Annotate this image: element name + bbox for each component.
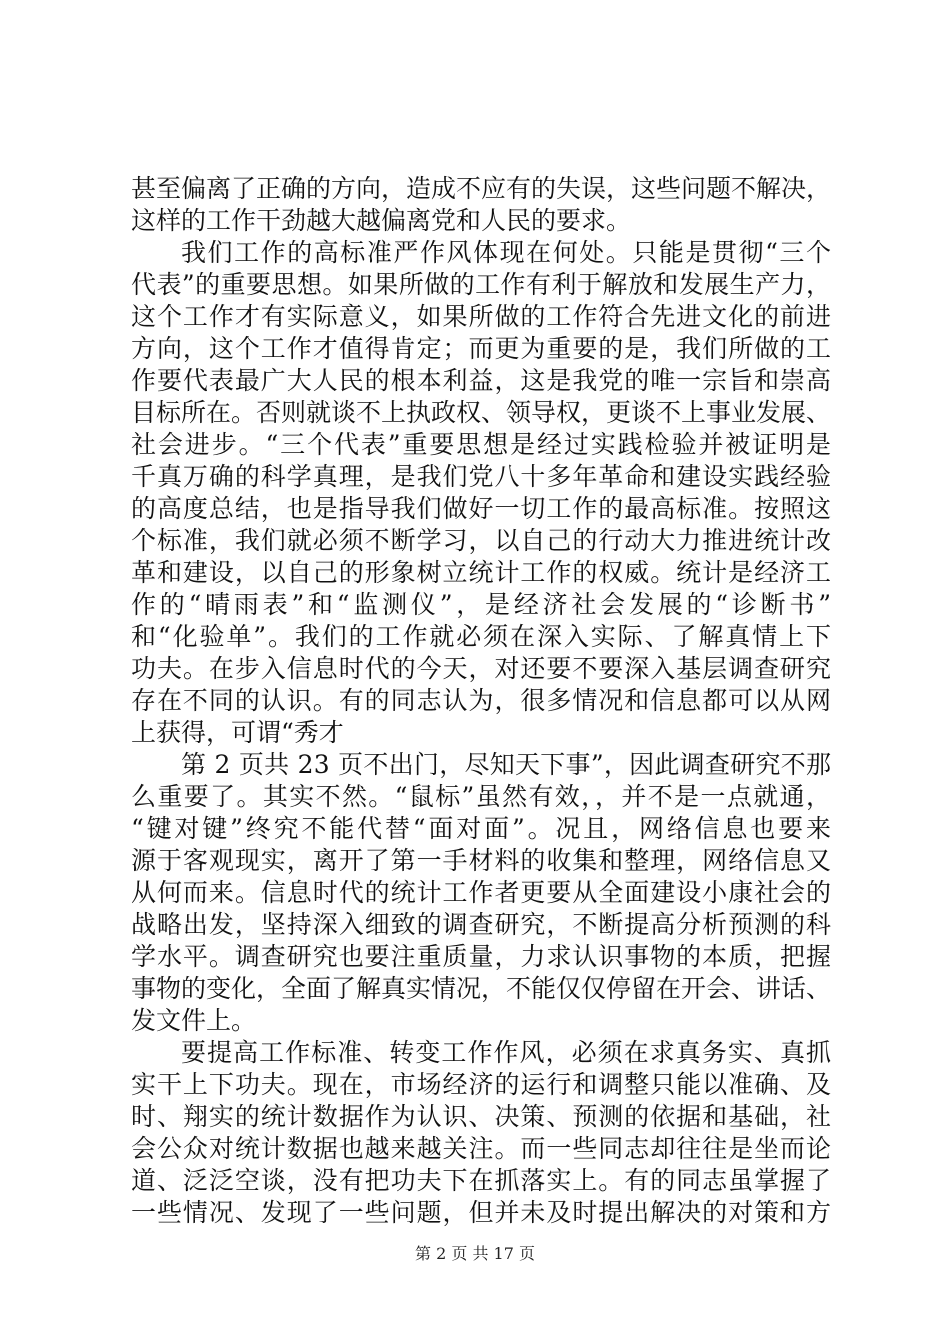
text-line: 作的“晴雨表”和“监测仪”，是经济社会发展的“诊断书” bbox=[131, 590, 835, 619]
page-footer: 第 2 页 共 17 页 bbox=[415, 1244, 535, 1263]
text-line: 发文件上。 bbox=[131, 1006, 257, 1035]
text-line: 甚至偏离了正确的方向，造成不应有的失误，这些问题不解决， bbox=[131, 174, 831, 203]
text-line: 功夫。在步入信息时代的今天，对还要不要深入基层调查研究 bbox=[131, 654, 832, 683]
text-line: 这样的工作干劲越大越偏离党和人民的要求。 bbox=[131, 206, 632, 235]
text-line: 时、翔实的统计数据作为认识、决策、预测的依据和基础，社 bbox=[131, 1102, 832, 1131]
text-line: 个标准，我们就必须不断学习，以自己的行动大力推进统计改 bbox=[131, 526, 832, 555]
text-line: 革和建设，以自己的形象树立统计工作的权威。统计是经济工 bbox=[131, 558, 832, 587]
text-line: 作要代表最广大人民的根本利益，这是我党的唯一宗旨和崇高 bbox=[131, 366, 832, 395]
text-line: 实干上下功夫。现在，市场经济的运行和调整只能以准确、及 bbox=[131, 1070, 832, 1099]
text-line: 方向，这个工作才值得肯定；而更为重要的是，我们所做的工 bbox=[131, 334, 832, 363]
text-line: 上获得，可谓“秀才 bbox=[131, 718, 344, 747]
text-line: 学水平。调查研究也要注重质量，力求认识事物的本质，把握 bbox=[131, 942, 832, 971]
text-line: 存在不同的认识。有的同志认为，很多情况和信息都可以从网 bbox=[131, 686, 832, 715]
text-line: 事物的变化，全面了解真实情况，不能仅仅停留在开会、讲话、 bbox=[131, 974, 831, 1003]
text-line: 这个工作才有实际意义，如果所做的工作符合先进文化的前进 bbox=[131, 302, 832, 331]
text-line: 代表”的重要思想。如果所做的工作有利于解放和发展生产力， bbox=[131, 270, 832, 299]
text-line: 要提高工作标准、转变工作作风，必须在求真务实、真抓 bbox=[181, 1038, 833, 1067]
text-line: “键对键”终究不能代替“面对面”。况且，网络信息也要来 bbox=[131, 814, 834, 843]
text-line: 的高度总结，也是指导我们做好一切工作的最高标准。按照这 bbox=[131, 494, 832, 523]
text-line: 战略出发，坚持深入细致的调查研究，不断提高分析预测的科 bbox=[131, 910, 832, 939]
text-line: 源于客观现实，离开了第一手材料的收集和整理，网络信息又 bbox=[131, 846, 832, 875]
text-line: 么重要了。其实不然。“鼠标”虽然有效，，并不是一点就通， bbox=[131, 782, 833, 811]
text-line: 目标所在。否则就谈不上执政权、领导权，更谈不上事业发展、 bbox=[131, 398, 831, 427]
text-line: 会公众对统计数据也越来越关注。而一些同志却往往是坐而论 bbox=[131, 1134, 832, 1163]
text-line: 社会进步。“三个代表”重要思想是经过实践检验并被证明是 bbox=[131, 430, 833, 459]
text-line: 道、泛泛空谈，没有把功夫下在抓落实上。有的同志虽掌握了 bbox=[131, 1166, 832, 1195]
text-line: 和“化验单”。我们的工作就必须在深入实际、了解真情上下 bbox=[131, 622, 833, 651]
text-line: 第 2 页共 23 页不出门，尽知天下事”，因此调查研究不那 bbox=[181, 750, 832, 779]
text-line: 千真万确的科学真理，是我们党八十多年革命和建设实践经验 bbox=[131, 462, 832, 491]
text-line: 我们工作的高标准严作风体现在何处。只能是贯彻“三个 bbox=[181, 238, 833, 267]
text-line: 从何而来。信息时代的统计工作者更要从全面建设小康社会的 bbox=[131, 878, 832, 907]
text-line: 一些情况、发现了一些问题，但并未及时提出解决的对策和方 bbox=[131, 1198, 832, 1227]
document-body bbox=[131, 173, 835, 1229]
